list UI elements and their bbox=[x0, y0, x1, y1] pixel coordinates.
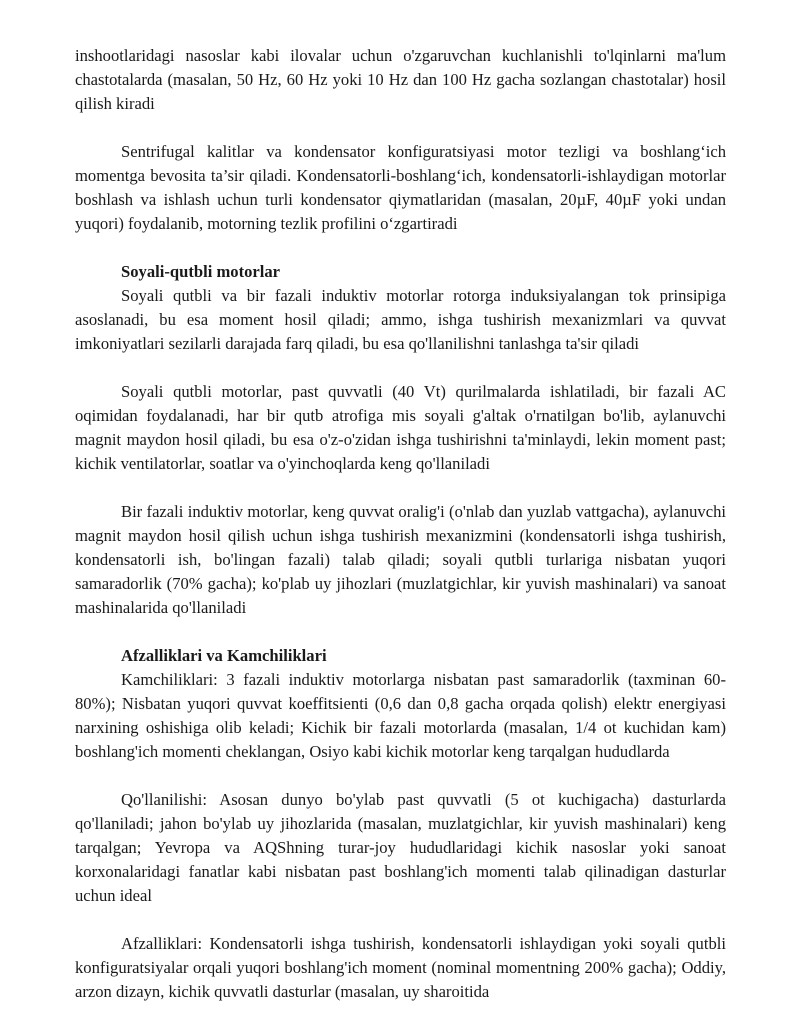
section-heading-shaded-pole: Soyali-qutbli motorlar bbox=[121, 262, 281, 281]
paragraph-capacitor-config: Sentrifugal kalitlar va kondensator konfiguratsiyasi motor tezligi va boshlang‘ich momentga bevosita ta’sir qiladi. Kondensatorli-boshlang‘ich, kondensatorli-ishlaydigan motorlar boshlash va ishlash uchun turli kondensator qiymatlaridan (masalan, 20µF, 40µF yoki undan yuqori) foydalanib, motorning tezlik profilini o‘zgartiradi bbox=[75, 142, 726, 233]
paragraph-shaded-pole-motors: Soyali qutbli motorlar, past quvvatli (40 Vt) qurilmalarda ishlatiladi, bir fazali AC oqimidan foydalanadi, har bir qutb atrofiga mis soyali g'altak o'rnatilgan bo'lib, aylanuvchi magnit maydon hosil qiladi, bu esa o'z-o'zidan ishga tushirishni ta'minlaydi, lekin moment past; kichik ventilatorlar, soatlar va o'yinchoqlarda keng qo'llaniladi bbox=[75, 382, 726, 473]
paragraph-shaded-pole-intro: Soyali qutbli va bir fazali induktiv motorlar rotorga induksiyalangan tok prinsipiga asoslanadi, bu esa moment hosil qiladi; ammo, ishga tushirish mexanizmlari va quvvat imkoniyatlari sezilarli darajada farq qiladi, bu esa qo'llanilishni tanlashga ta'sir qiladi bbox=[75, 286, 726, 353]
paragraph-single-phase-motors: Bir fazali induktiv motorlar, keng quvvat oralig'i (o'nlab dan yuzlab vattgacha), aylanuvchi magnit maydon hosil qilish uchun ishga tushirish mexanizmini (kondensatorli ishga tushirish, kondensatorli ish, bo'lingan fazali) talab qiladi; soyali qutbli turlariga nisbatan yuqori samaradorlik (70% gacha); ko'plab uy jihozlari (muzlatgichlar, kir yuvish mashinalari) va sanoat mashinalarida qo'llaniladi bbox=[75, 502, 726, 617]
paragraph-continuation: inshootlaridagi nasoslar kabi ilovalar uchun o'zgaruvchan kuchlanishli to'lqinlarni ma'lum chastotalarda (masalan, 50 Hz, 60 Hz yoki 10 Hz dan 100 Hz gacha sozlangan chastotalar) hosil qilish kiradi bbox=[75, 46, 726, 113]
paragraph-advantages: Afzalliklari: Kondensatorli ishga tushirish, kondensatorli ishlaydigan yoki soyali qutbli konfiguratsiyalar orqali yuqori boshlang'ich moment (nominal momentning 200% gacha); Oddiy, arzon dizayn, kichik quvvatli dasturlar (masalan, uy sharoitida bbox=[75, 934, 726, 1001]
paragraph-applications: Qo'llanilishi: Asosan dunyo bo'ylab past quvvatli (5 ot kuchigacha) dasturlarda qo'llaniladi; jahon bo'ylab uy jihozlarida (masalan, muzlatgichlar, kir yuvish mashinalari) keng tarqalgan; Yevropa va AQShning turar-joy hududlaridagi kichik nasoslar yoki sanoat korxonalaridagi fanatlar kabi nisbatan past boshlang'ich momenti talab qilinadigan dasturlar uchun ideal bbox=[75, 790, 726, 905]
section-heading-pros-cons: Afzalliklari va Kamchiliklari bbox=[121, 646, 327, 665]
paragraph-disadvantages: Kamchiliklari: 3 fazali induktiv motorlarga nisbatan past samaradorlik (taxminan 60-80%); Nisbatan yuqori quvvat koeffitsienti (0,6 dan 0,8 gacha orqada qolish) elektr energiyasi narxining oshishiga olib keladi; Kichik bir fazali motorlarda (masalan, 1/4 ot kuchidan kam) boshlang'ich momenti cheklangan, Osiyo kabi kichik motorlar keng tarqalgan hududlarda bbox=[75, 670, 726, 761]
